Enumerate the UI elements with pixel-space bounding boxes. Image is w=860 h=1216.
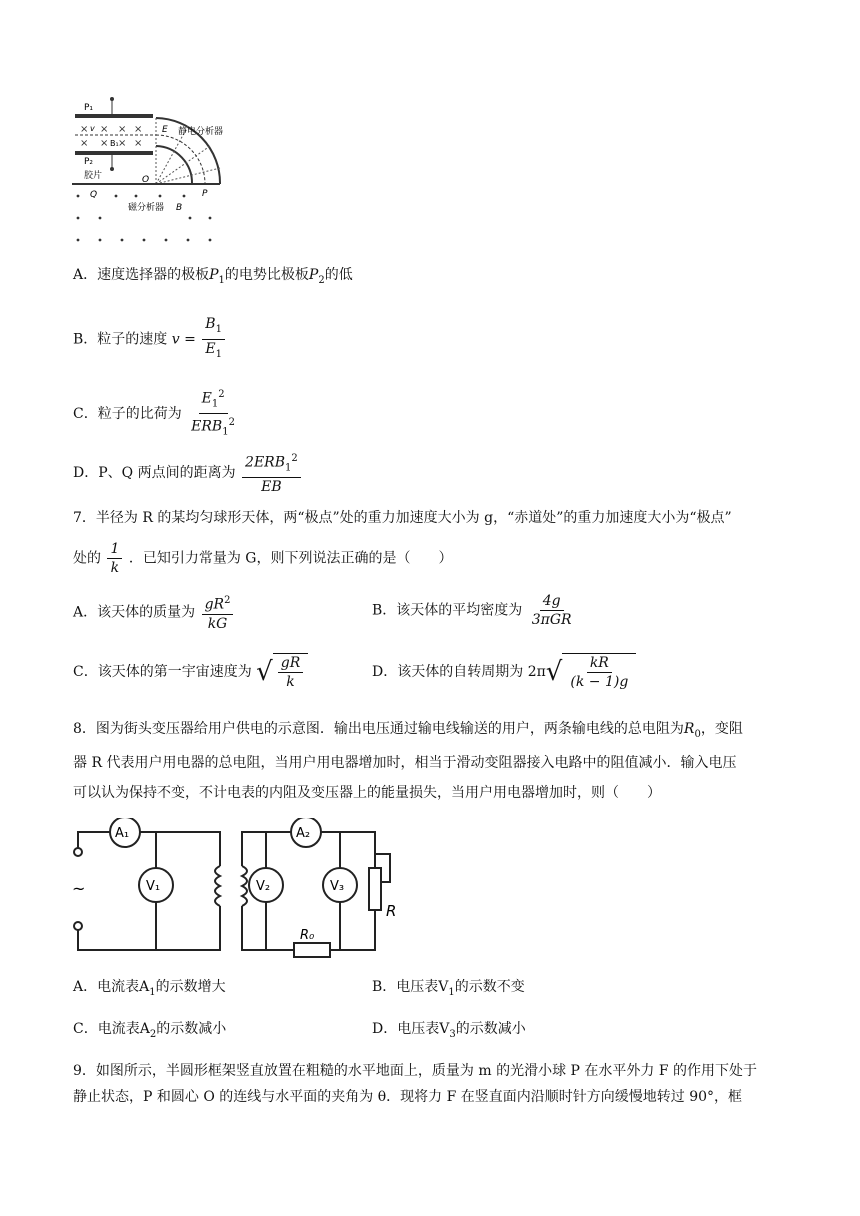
ammeter-a1-label: A₁ (115, 826, 130, 841)
svg-text:×: × (134, 124, 143, 135)
svg-text:×: × (134, 138, 143, 149)
q7-stem-line1: 7．半径为 R 的某均匀球形天体，两“极点”处的重力加速度大小为 g，“赤道处”的重力加速度大小为“极点” (73, 510, 732, 526)
q7-stem-line2: 处的 $\frac{1}{k}$ ．已知引力常量为 G，则下列说法正确的是（ ） (73, 541, 453, 576)
q8-stem-line3: 可以认为保持不变，不计电表的内阻及变压器上的能量损失，当用户用电器增加时，则（ ） (73, 785, 661, 801)
fraction: $\frac{E_1^2}{ERB_1^2}$ (188, 386, 238, 442)
svg-text:×: × (100, 138, 109, 149)
q7-option-a: A．该天体的质量为 $\frac{gR^2}{kG}$ (73, 592, 235, 633)
q6-option-d: D．P、Q 两点间的距离为 $\frac{2ERB_1^2}{EB}$ (73, 450, 303, 496)
svg-text:×: × (118, 124, 127, 135)
q6-option-b: B．粒子的速度 v = $\frac{B_1}{E_1}$ (73, 315, 227, 364)
q9-stem-line2: 静止状态，P 和圆心 O 的连线与水平面的夹角为 θ．现将力 F 在竖直面内沿顺时针方向缓慢地转过 90°，框 (73, 1089, 743, 1105)
q8-option-b: B．电压表$V_1$的示数不变 (372, 979, 525, 998)
svg-text:×: × (100, 124, 109, 135)
q7-option-b: B．该天体的平均密度为 $\frac{4g}{\text{3πGR}}$ (372, 593, 572, 628)
mass-spectrometer-figure (70, 96, 260, 248)
q7-option-d: D．该天体的自转周期为 2π √ $\frac{kR}{(k - 1)g}$ (372, 653, 636, 691)
voltmeter-v3-label: V₃ (330, 879, 345, 894)
label-q: Q (90, 190, 98, 200)
r0-label: R₀ (300, 928, 315, 943)
transformer-circuit-figure (70, 818, 410, 958)
voltmeter-v2-label: V₂ (256, 879, 271, 894)
label-p1: P₁ (84, 103, 94, 113)
label-b1: B₁ (110, 139, 119, 148)
svg-text:×: × (80, 124, 89, 135)
svg-text:×: × (80, 138, 89, 149)
label-e: E (162, 125, 168, 135)
label-magnetic: 磁分析器 (128, 203, 165, 213)
q8-option-d: D．电压表$V_3$的示数减小 (372, 1021, 526, 1040)
label-p2: P₂ (84, 157, 94, 167)
q8-option-a: A．电流表$A_1$的示数增大 (73, 979, 226, 998)
label-o: O (142, 175, 150, 185)
label-v: v (90, 124, 95, 133)
q8-option-c: C．电流表$A_2$的示数减小 (73, 1021, 227, 1040)
ammeter-a2-label: A₂ (296, 826, 311, 841)
svg-text:×: × (118, 138, 127, 149)
ac-source-symbol: ~ (72, 879, 86, 898)
q9-stem-line1: 9．如图所示，半圆形框架竖直放置在粗糙的水平地面上，质量为 m 的光滑小球 P 在水平外力 F 的作用下处于 (73, 1063, 758, 1079)
label-electro: 静电分析器 (178, 127, 224, 137)
q6-option-c: C．粒子的比荷为 $\frac{E_1^2}{ERB_1^2}$ (73, 386, 240, 442)
voltmeter-v1-label: V₁ (146, 879, 161, 894)
label-p: P (202, 189, 208, 199)
q7-option-c: C．该天体的第一宇宙速度为 √ $\frac{gR}{k}$ (73, 653, 308, 691)
fraction: $\frac{B_1}{E_1}$ (202, 315, 225, 364)
label-film: 胶片 (84, 171, 103, 181)
fraction: $\frac{2ERB_1^2}{EB}$ (242, 450, 301, 496)
q8-stem-line2: 器 R 代表用户用电器的总电阻，当用户用电器增加时，相当于滑动变阻器接入电路中的阻值减小．输入电压 (73, 755, 737, 771)
rheostat-label: R (386, 902, 397, 920)
q6-option-a: A．速度选择器的极板$P_1$的电势比极板$P_2$的低 (73, 267, 353, 286)
label-b: B (176, 203, 183, 213)
fraction: $\frac{1}{k}$ (107, 540, 122, 577)
q8-stem-line1: 8．图为街头变压器给用户供电的示意图．输出电压通过输电线输送的用户，两条输电线的总电阻为$R_0$，变阻 (73, 721, 743, 740)
